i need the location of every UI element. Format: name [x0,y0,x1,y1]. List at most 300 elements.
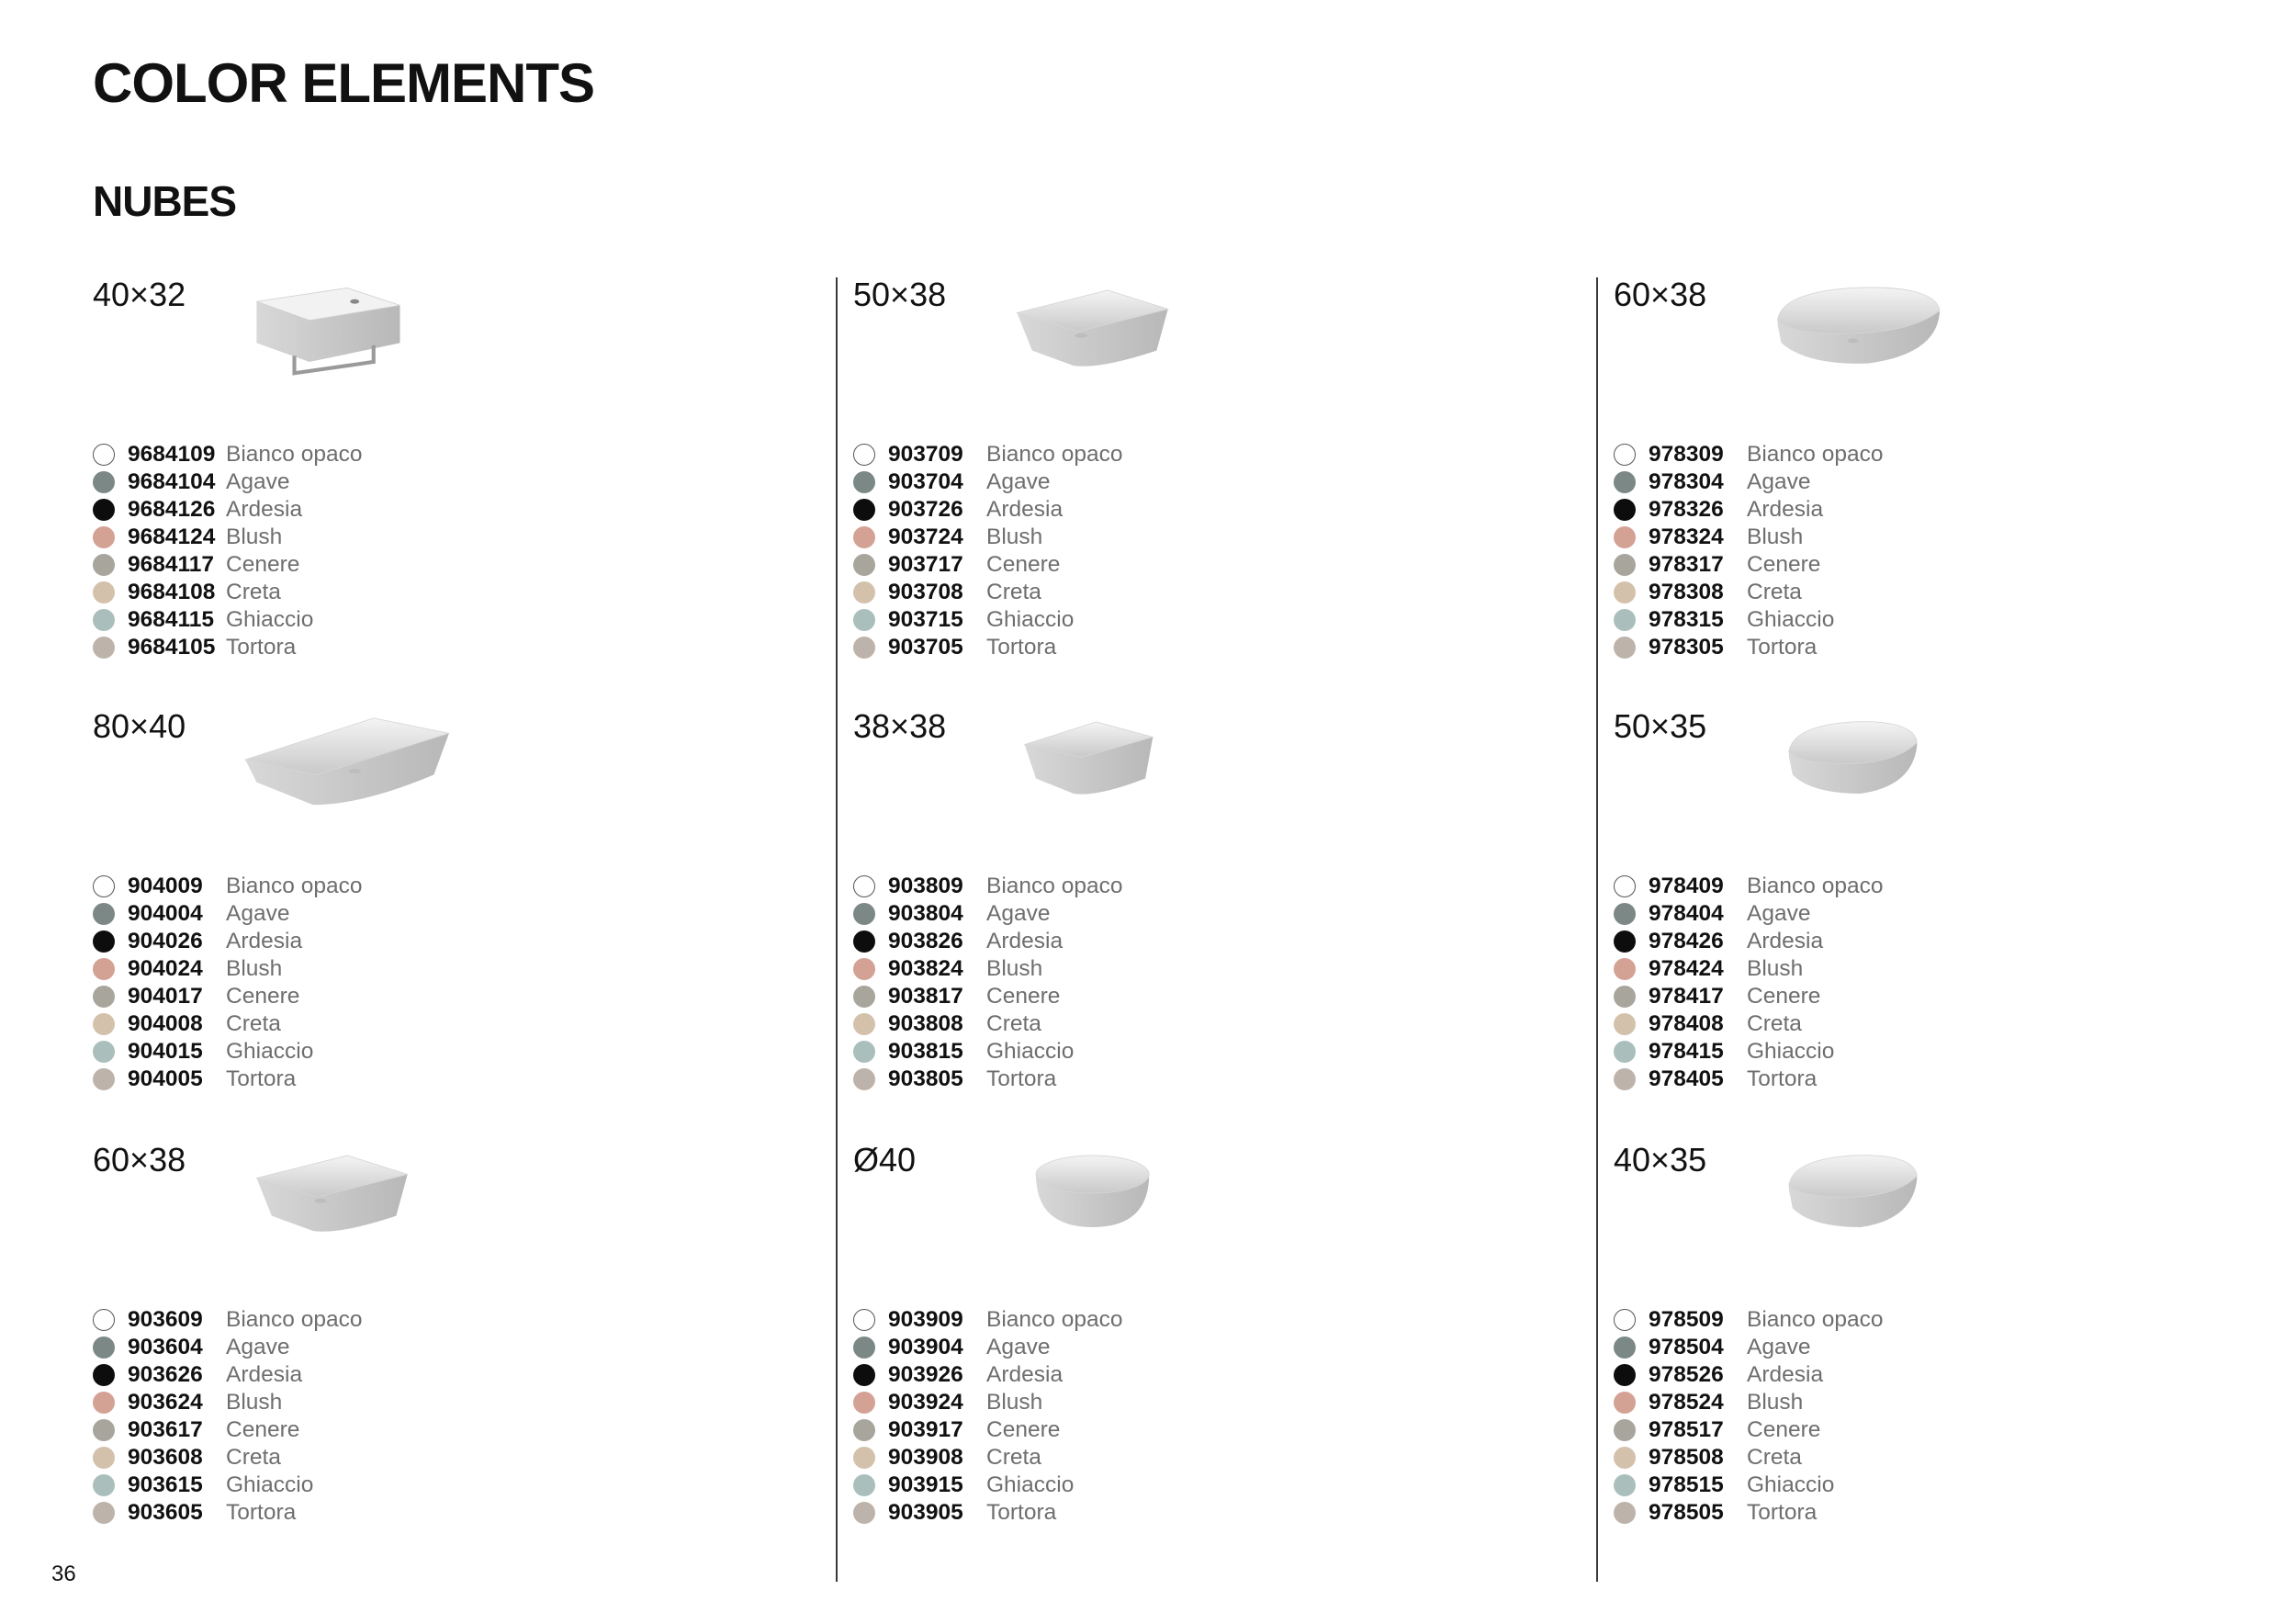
color-swatch [853,1447,875,1469]
color-item [853,1038,1122,1066]
color-list [1614,1306,1883,1527]
color-name: Ardesia [226,929,303,953]
color-item [93,955,362,983]
color-list [853,1306,1122,1527]
color-swatch [853,875,875,897]
washbasin-image [1002,691,1213,838]
color-item [93,900,362,928]
product-code: 903815 [888,1039,963,1064]
product-code: 904009 [128,874,203,898]
product-code: 903924 [888,1390,963,1415]
product-code: 904004 [128,901,203,926]
color-name: Cenere [1747,984,1821,1009]
product-size: 50×38 [853,276,947,313]
color-item [853,873,1122,900]
product-code: 903717 [888,552,963,577]
color-swatch [853,637,875,659]
product-code: 9684124 [128,524,216,549]
color-name: Bianco opaco [1747,1307,1884,1332]
color-item [853,1499,1122,1527]
product-size: 40×32 [93,276,186,313]
product-code: 978304 [1649,469,1724,494]
product-code: 903809 [888,874,963,898]
product-size: 38×38 [853,707,947,745]
color-name: Ardesia [986,1362,1064,1387]
product-code: 903817 [888,984,963,1009]
color-item [1614,1472,1883,1499]
color-swatch [93,1419,115,1441]
color-swatch [1614,1447,1636,1469]
color-item [1614,928,1883,955]
color-swatch [93,526,115,548]
color-name: Creta [986,1445,1041,1470]
product-block [853,707,1514,1130]
product-block [93,276,754,698]
color-swatch [93,1041,115,1063]
color-name: Bianco opaco [1747,442,1884,467]
product-code: 978309 [1649,442,1724,467]
color-swatch [93,875,115,897]
color-item [1614,1361,1883,1389]
color-name: Creta [1747,580,1802,604]
color-name: Tortora [226,1066,297,1091]
color-name: Creta [226,1011,281,1036]
color-name: Creta [986,580,1041,604]
color-name: Ghiaccio [226,607,314,632]
color-item [853,579,1122,606]
color-item [93,1306,362,1334]
color-swatch [1614,958,1636,980]
product-code: 978305 [1649,635,1724,660]
color-name: Bianco opaco [226,442,363,467]
color-item [1614,1066,1883,1093]
color-name: Ardesia [1747,497,1824,522]
color-item [853,1389,1122,1416]
color-swatch [1614,1013,1636,1035]
color-swatch [853,986,875,1008]
section-title: NUBES [93,177,237,225]
product-code: 903708 [888,580,963,604]
color-name: Ghiaccio [986,607,1075,632]
color-item [853,1306,1122,1334]
color-item [93,606,362,634]
color-swatch [853,499,875,521]
color-item [1614,1306,1883,1334]
color-name: Agave [1747,1335,1811,1359]
color-item [93,551,362,579]
color-swatch [853,1336,875,1359]
color-list [853,873,1122,1093]
product-code: 903904 [888,1335,963,1359]
washbasin-image [242,259,453,406]
product-code: 904026 [128,929,203,953]
color-name: Cenere [1747,1417,1821,1442]
color-name: Creta [226,580,281,604]
product-code: 978326 [1649,497,1724,522]
color-swatch [1614,1336,1636,1359]
product-code: 978317 [1649,552,1724,577]
color-swatch [853,1013,875,1035]
product-code: 903715 [888,607,963,632]
color-swatch [93,1447,115,1469]
product-code: 978404 [1649,901,1724,926]
color-name: Tortora [1747,635,1818,660]
product-code: 978409 [1649,874,1724,898]
product-code: 903605 [128,1500,203,1525]
color-item [1614,551,1883,579]
color-name: Ghiaccio [226,1039,314,1064]
product-code: 9684126 [128,497,216,522]
color-swatch [1614,1392,1636,1414]
color-swatch [1614,1041,1636,1063]
color-name: Ardesia [226,1362,303,1387]
page-number: 36 [51,1562,76,1586]
color-name: Blush [226,956,283,981]
color-swatch [1614,581,1636,603]
product-code: 978508 [1649,1445,1724,1470]
color-name: Creta [986,1011,1041,1036]
product-code: 903724 [888,524,963,549]
product-block [93,1141,754,1563]
color-name: Cenere [986,552,1061,577]
color-item [853,524,1122,551]
product-code: 903915 [888,1472,963,1497]
product-size: 40×35 [1614,1141,1707,1179]
color-name: Ghiaccio [986,1039,1075,1064]
color-swatch [93,903,115,925]
washbasin-image [1002,1124,1213,1271]
color-name: Ardesia [1747,929,1824,953]
color-name: Ghiaccio [226,1472,314,1497]
product-code: 9684115 [128,607,215,632]
color-name: Ardesia [986,497,1064,522]
color-item [93,1389,362,1416]
product-code: 903726 [888,497,963,522]
color-item [93,1499,362,1527]
color-swatch [1614,1419,1636,1441]
color-item [853,900,1122,928]
color-item [1614,1416,1883,1444]
product-code: 978504 [1649,1335,1724,1359]
color-swatch [853,903,875,925]
color-swatch [853,958,875,980]
product-code: 904005 [128,1066,203,1091]
color-name: Blush [986,1390,1043,1415]
color-name: Bianco opaco [986,1307,1123,1332]
color-item [853,955,1122,983]
washbasin-image [1762,1124,1974,1271]
color-swatch [93,581,115,603]
product-block [1614,707,2275,1130]
color-item [93,1010,362,1038]
color-item [853,1472,1122,1499]
product-code: 9684108 [128,580,216,604]
product-code: 978415 [1649,1039,1724,1064]
color-item [1614,606,1883,634]
color-item [93,1472,362,1499]
color-swatch [1614,875,1636,897]
color-swatch [853,1068,875,1090]
product-code: 903908 [888,1445,963,1470]
color-swatch [1614,1474,1636,1496]
color-item [853,634,1122,661]
color-swatch [1614,1502,1636,1524]
color-swatch [93,444,115,466]
product-code: 903917 [888,1417,963,1442]
color-item [853,441,1122,468]
color-name: Blush [986,524,1043,549]
color-list [853,441,1122,661]
color-item [1614,1038,1883,1066]
color-swatch [93,1502,115,1524]
color-name: Ghiaccio [986,1472,1075,1497]
washbasin-image [1762,259,1974,406]
product-code: 903709 [888,442,963,467]
color-name: Cenere [226,984,300,1009]
color-list [93,1306,362,1527]
color-item [853,928,1122,955]
product-code: 978517 [1649,1417,1724,1442]
color-swatch [853,471,875,493]
color-item [853,1334,1122,1361]
product-code: 903824 [888,956,963,981]
color-name: Agave [226,469,290,494]
color-name: Ardesia [986,929,1064,953]
product-code: 903604 [128,1335,203,1359]
color-item [1614,983,1883,1010]
color-name: Blush [986,956,1043,981]
color-name: Bianco opaco [986,442,1123,467]
product-code: 903626 [128,1362,203,1387]
color-swatch [1614,444,1636,466]
color-swatch [1614,1068,1636,1090]
color-swatch [93,637,115,659]
color-swatch [853,526,875,548]
product-code: 903609 [128,1307,203,1332]
column-divider [836,277,838,1582]
color-item [93,524,362,551]
product-code: 9684105 [128,635,216,660]
color-name: Tortora [986,1066,1057,1091]
color-swatch [853,444,875,466]
color-name: Tortora [226,635,297,660]
product-code: 903617 [128,1417,203,1442]
product-code: 978426 [1649,929,1724,953]
color-item [853,983,1122,1010]
color-item [93,468,362,496]
color-item [853,606,1122,634]
color-swatch [93,930,115,953]
color-name: Agave [1747,469,1811,494]
color-swatch [1614,471,1636,493]
product-block [1614,276,2275,698]
color-swatch [853,1041,875,1063]
product-code: 903624 [128,1390,203,1415]
color-swatch [93,554,115,576]
product-code: 978405 [1649,1066,1724,1091]
color-swatch [1614,499,1636,521]
color-swatch [853,1364,875,1386]
color-name: Agave [986,1335,1051,1359]
column-divider [1596,277,1598,1582]
color-swatch [853,554,875,576]
color-item [93,634,362,661]
product-code: 903704 [888,469,963,494]
product-code: 978417 [1649,984,1724,1009]
washbasin-image [1762,691,1974,838]
color-item [93,441,362,468]
color-name: Bianco opaco [226,874,363,898]
color-item [1614,496,1883,524]
color-item [853,1361,1122,1389]
color-swatch [853,930,875,953]
color-item [93,1334,362,1361]
product-code: 903804 [888,901,963,926]
color-item [853,468,1122,496]
color-name: Agave [226,901,290,926]
color-item [93,579,362,606]
color-item [1614,524,1883,551]
color-name: Ardesia [226,497,303,522]
color-item [1614,1389,1883,1416]
color-list [1614,441,1883,661]
color-name: Cenere [226,552,300,577]
color-name: Creta [1747,1445,1802,1470]
color-item [853,1066,1122,1093]
product-code: 978308 [1649,580,1724,604]
color-item [853,1444,1122,1472]
product-code: 904015 [128,1039,203,1064]
color-item [1614,468,1883,496]
color-name: Cenere [986,984,1061,1009]
color-name: Agave [1747,901,1811,926]
color-list [93,441,362,661]
color-name: Cenere [1747,552,1821,577]
color-item [1614,955,1883,983]
color-swatch [853,1392,875,1414]
color-swatch [853,1474,875,1496]
color-swatch [93,1364,115,1386]
color-name: Agave [226,1335,290,1359]
color-item [853,1416,1122,1444]
color-swatch [1614,930,1636,953]
product-code: 9684117 [128,552,215,577]
color-item [93,983,362,1010]
color-swatch [1614,526,1636,548]
color-swatch [1614,637,1636,659]
product-code: 903926 [888,1362,963,1387]
product-code: 978424 [1649,956,1724,981]
color-name: Creta [1747,1011,1802,1036]
color-list [93,873,362,1093]
color-swatch [93,1392,115,1414]
color-swatch [1614,1309,1636,1331]
product-block [853,1141,1514,1563]
color-item [1614,1444,1883,1472]
color-name: Bianco opaco [986,874,1123,898]
color-item [853,1010,1122,1038]
color-name: Bianco opaco [226,1307,363,1332]
color-swatch [1614,903,1636,925]
color-name: Agave [986,469,1051,494]
product-code: 903826 [888,929,963,953]
color-item [93,873,362,900]
product-code: 903705 [888,635,963,660]
color-item [1614,1010,1883,1038]
color-item [1614,900,1883,928]
product-code: 9684109 [128,442,216,467]
color-swatch [93,499,115,521]
color-name: Ghiaccio [1747,1039,1835,1064]
color-name: Blush [1747,524,1804,549]
product-code: 978315 [1649,607,1724,632]
color-swatch [93,609,115,631]
color-name: Blush [226,524,283,549]
color-item [93,1361,362,1389]
product-block [1614,1141,2275,1563]
color-swatch [93,958,115,980]
color-swatch [853,1419,875,1441]
product-code: 978515 [1649,1472,1724,1497]
color-name: Ghiaccio [1747,607,1835,632]
color-swatch [853,609,875,631]
product-code: 978524 [1649,1390,1724,1415]
washbasin-image [242,1124,453,1271]
product-size: 60×38 [1614,276,1707,313]
color-name: Cenere [226,1417,300,1442]
color-swatch [93,471,115,493]
color-name: Bianco opaco [1747,874,1884,898]
product-code: 903805 [888,1066,963,1091]
color-name: Cenere [986,1417,1061,1442]
product-code: 9684104 [128,469,216,494]
color-name: Tortora [1747,1066,1818,1091]
color-item [853,496,1122,524]
color-name: Creta [226,1445,281,1470]
color-name: Tortora [1747,1500,1818,1525]
color-item [1614,1499,1883,1527]
color-item [93,928,362,955]
color-swatch [93,1474,115,1496]
color-swatch [1614,554,1636,576]
product-code: 978505 [1649,1500,1724,1525]
color-swatch [853,1309,875,1331]
color-swatch [1614,1364,1636,1386]
product-block [853,276,1514,698]
product-code: 903608 [128,1445,203,1470]
product-code: 904008 [128,1011,203,1036]
color-swatch [93,1309,115,1331]
product-code: 978324 [1649,524,1724,549]
color-swatch [93,1068,115,1090]
color-name: Ghiaccio [1747,1472,1835,1497]
page-title: COLOR ELEMENTS [93,52,595,114]
color-name: Tortora [986,1500,1057,1525]
product-code: 903905 [888,1500,963,1525]
product-code: 904024 [128,956,203,981]
product-size: 60×38 [93,1141,186,1179]
color-name: Ardesia [1747,1362,1824,1387]
product-code: 903909 [888,1307,963,1332]
product-code: 904017 [128,984,203,1009]
color-item [1614,1334,1883,1361]
color-item [1614,873,1883,900]
color-name: Blush [1747,1390,1804,1415]
product-code: 903808 [888,1011,963,1036]
color-name: Tortora [226,1500,297,1525]
color-list [1614,873,1883,1093]
color-name: Tortora [986,635,1057,660]
